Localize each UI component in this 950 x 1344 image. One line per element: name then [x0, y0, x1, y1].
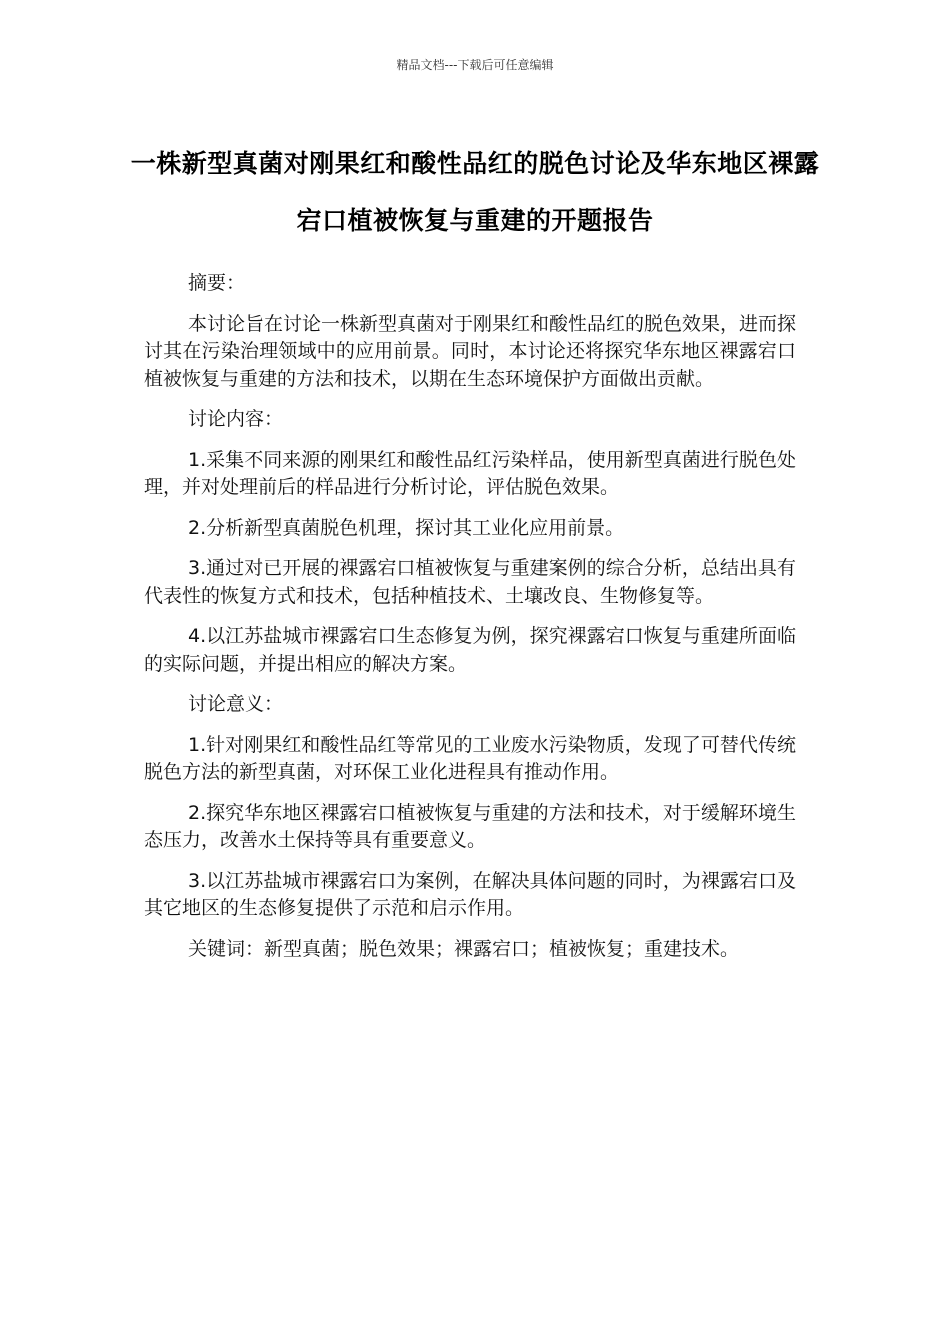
significance-label: 讨论意义： — [188, 693, 284, 715]
header-note: 精品文档---下载后可任意编辑 — [396, 58, 554, 72]
content-item-1: 1.采集不同来源的刚果红和酸性品红污染样品，使用新型真菌进行脱色处理，并对处理前后的样品进行分析讨论，评估脱色效果。 — [144, 448, 796, 498]
content-item-4: 4.以江苏盐城市裸露宕口生态修复为例，探究裸露宕口恢复与重建所面临的实际问题，并提出相应的解决方案。 — [144, 625, 796, 675]
significance-item-2: 2.探究华东地区裸露宕口植被恢复与重建的方法和技术，对于缓解环境生态压力，改善水土保持等具有重要意义。 — [144, 801, 796, 851]
content-label: 讨论内容： — [188, 408, 284, 430]
document-body — [144, 270, 796, 976]
document-title: 一株新型真菌对刚果红和酸性品红的脱色讨论及华东地区裸露宕口植被恢复与重建的开题报告 — [130, 149, 820, 235]
content-item-3: 3.通过对已开展的裸露宕口植被恢复与重建案例的综合分析，总结出具有代表性的恢复方式和技术，包括种植技术、土壤改良、生物修复等。 — [144, 557, 796, 607]
content-item-2: 2.分析新型真菌脱色机理，探讨其工业化应用前景。 — [188, 516, 625, 539]
abstract-label: 摘要： — [188, 272, 246, 294]
significance-item-3: 3.以江苏盐城市裸露宕口为案例，在解决具体问题的同时，为裸露宕口及其它地区的生态修复提供了示范和启示作用。 — [144, 869, 796, 919]
abstract-paragraph: 本讨论旨在讨论一株新型真菌对于刚果红和酸性品红的脱色效果，进而探讨其在污染治理领域中的应用前景。同时，本讨论还将探究华东地区裸露宕口植被恢复与重建的方法和技术，以期在生态环境保护方面做出贡献。 — [144, 312, 797, 390]
keywords-line: 关键词：新型真菌；脱色效果；裸露宕口；植被恢复；重建技术。 — [188, 937, 740, 960]
significance-item-1: 1.针对刚果红和酸性品红等常见的工业废水污染物质，发现了可替代传统脱色方法的新型真菌，对环保工业化进程具有推动作用。 — [144, 733, 796, 783]
